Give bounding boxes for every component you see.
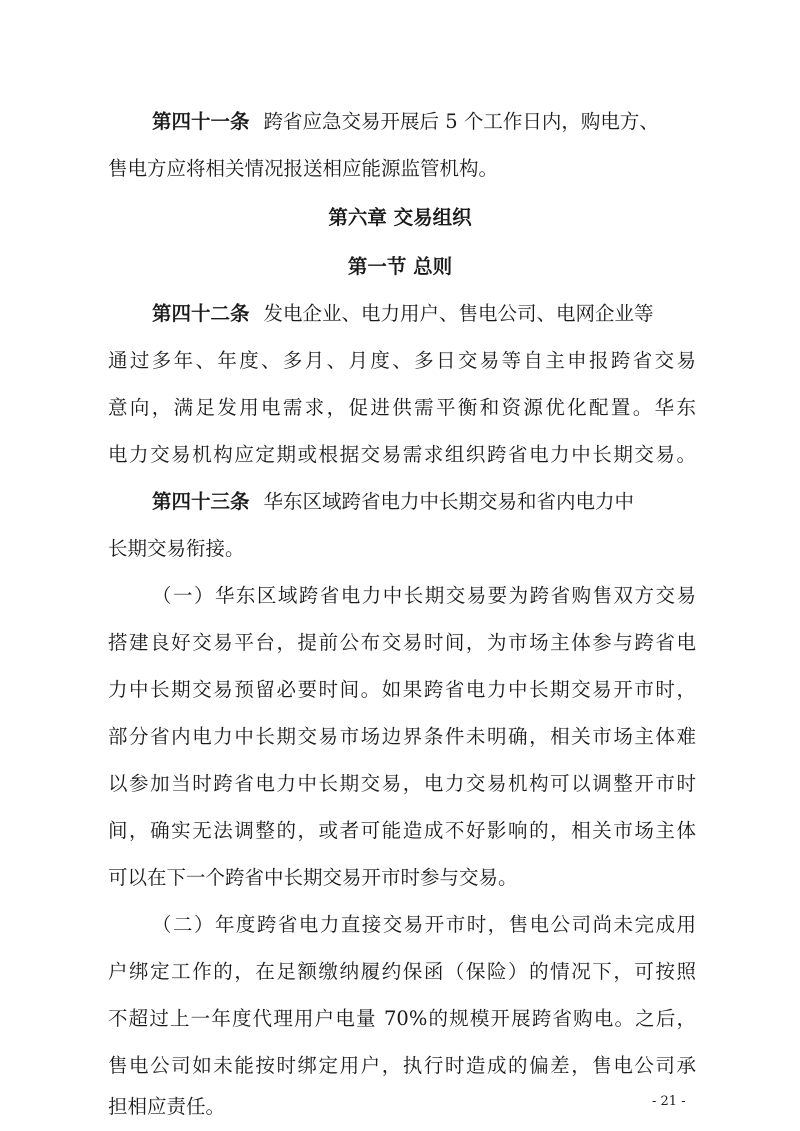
item-2-line-5: 担相应责任。: [108, 1095, 226, 1118]
article-42-line-1: [152, 300, 654, 328]
article-41-line-1: [152, 108, 659, 136]
item-1-line-5: 以参加当时跨省电力中长期交易，电力交易机构可以调整开市时: [108, 772, 696, 795]
chapter-heading: 第六章 交易组织: [328, 206, 472, 229]
article-41-text-1: 跨省应急交易开展后 5 个工作日内，购电方、: [263, 110, 659, 133]
item-1-line-1: （一）华东区域跨省电力中长期交易要为跨省购售双方交易: [152, 584, 696, 607]
article-43-label: 第四十三条: [152, 490, 250, 513]
item-2-line-3: 不超过上一年度代理用户电量 70%的规模开展跨省购电。之后，: [108, 1007, 696, 1030]
article-42-text-1: 发电企业、电力用户、售电公司、电网企业等: [263, 302, 654, 325]
article-42-label: 第四十二条: [152, 302, 250, 325]
article-42-line-2: 通过多年、年度、多月、月度、多日交易等自主申报跨省交易: [108, 349, 696, 372]
item-2-line-1: （二）年度跨省电力直接交易开市时，售电公司尚未完成用: [152, 913, 696, 936]
item-2-line-2: 户绑定工作的，在足额缴纳履约保函（保险）的情况下，可按照: [108, 960, 696, 983]
item-1-line-2: 搭建良好交易平台，提前公布交易时间，为市场主体参与跨省电: [108, 631, 696, 654]
item-1-line-6: 间，确实无法调整的，或者可能造成不好影响的，相关市场主体: [108, 819, 696, 842]
article-43-line-1: [152, 488, 634, 516]
item-1-line-7: 可以在下一个跨省中长期交易开市时参与交易。: [108, 866, 518, 889]
article-43-text-1: 华东区域跨省电力中长期交易和省内电力中: [263, 490, 635, 513]
article-41-line-2: 售电方应将相关情况报送相应能源监管机构。: [108, 157, 499, 180]
item-1-line-3: 力中长期交易预留必要时间。如果跨省电力中长期交易开市时，: [108, 678, 696, 701]
article-42-line-3: 意向，满足发用电需求，促进供需平衡和资源优化配置。华东: [108, 396, 696, 419]
item-2-line-4: 售电公司如未能按时绑定用户，执行时造成的偏差，售电公司承: [108, 1054, 696, 1077]
article-42-line-4: 电力交易机构应定期或根据交易需求组织跨省电力中长期交易。: [108, 443, 696, 466]
page-number: - 21 -: [652, 1094, 686, 1109]
section-heading: 第一节 总则: [347, 255, 453, 278]
item-1-line-4: 部分省内电力中长期交易市场边界条件未明确，相关市场主体难: [108, 725, 696, 748]
article-43-line-2: 长期交易衔接。: [108, 537, 245, 560]
article-41-label: 第四十一条: [152, 110, 250, 133]
